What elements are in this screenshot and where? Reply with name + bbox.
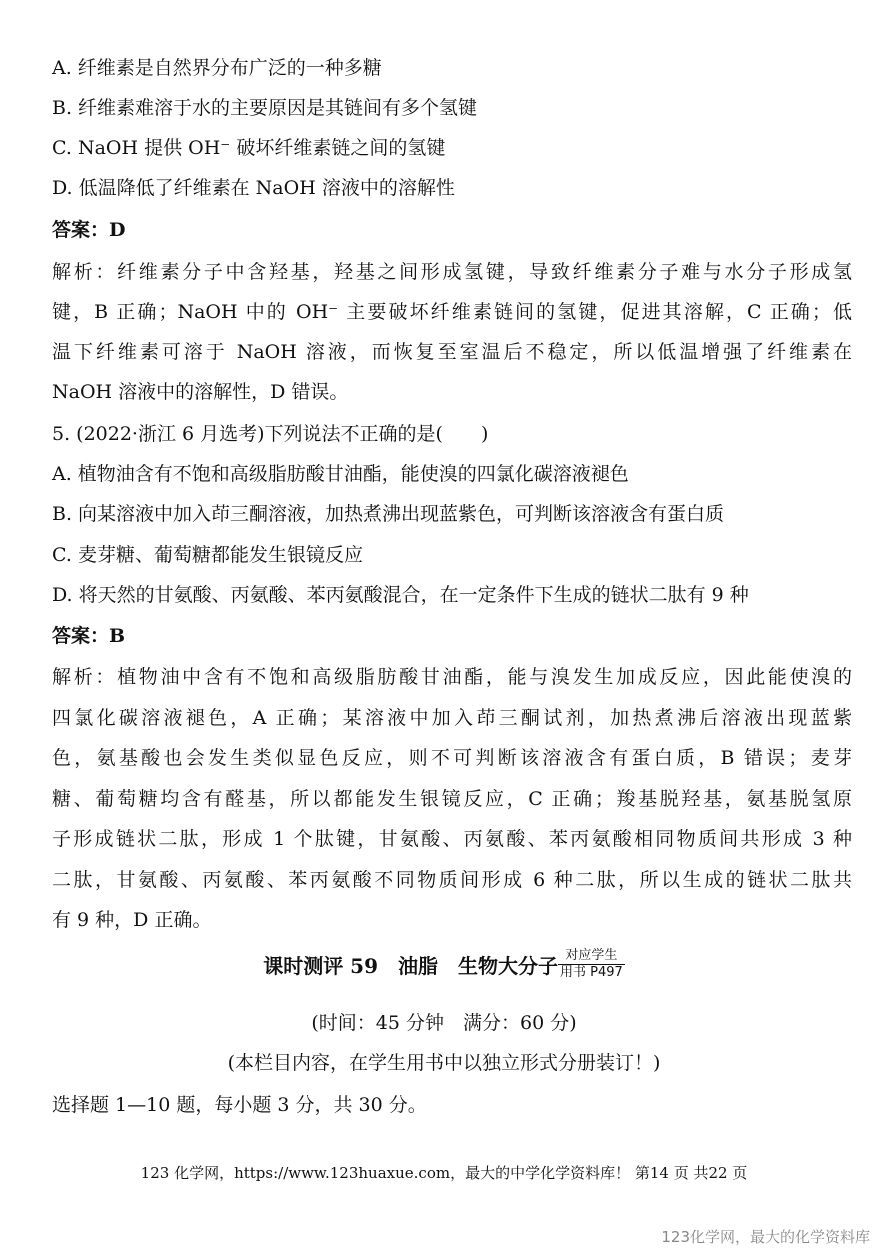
time-score-info: (时间：45 分钟 满分：60 分): [311, 1012, 577, 1034]
page-footer: 123 化学网，https://www.123huaxue.com，最大的中学化学资料库！ 第14 页 共22 页: [140, 1164, 748, 1182]
q4-analysis-line: 键，B 正确；NaOH 中的 OH⁻ 主要破坏纤维素链间的氢键，促进其溶解，C 正确；低: [52, 301, 852, 323]
q5-analysis-line: 糖、葡萄糖均含有醛基，所以都能发生银镜反应，C 正确；羧基脱羟基，氨基脱氢原: [52, 788, 852, 810]
q4-option-d: D. 低温降低了纤维素在 NaOH 溶液中的溶解性: [52, 177, 455, 199]
q5-stem: 5. (2022·浙江 6 月选考)下列说法不正确的是( ): [52, 423, 489, 445]
q4-option-c: C. NaOH 提供 OH⁻ 破坏纤维素链之间的氢键: [52, 137, 446, 159]
q4-option-b: B. 纤维素难溶于水的主要原因是其链间有多个氢键: [52, 97, 478, 119]
q5-option-c: C. 麦芽糖、葡萄糖都能发生银镜反应: [52, 544, 363, 566]
watermark: 123化学网，最大的化学资料库: [661, 1228, 870, 1246]
q4-analysis-line: 解析：纤维素分子中含羟基，羟基之间形成氢键，导致纤维素分子难与水分子形成氢: [52, 261, 852, 283]
section-instruction: 选择题 1—10 题，每小题 3 分，共 30 分。: [52, 1094, 427, 1116]
section-title-text: 课时测评 59 油脂 生物大分子: [263, 954, 558, 978]
q5-option-a: A. 植物油含有不饱和高级脂肪酸甘油酯，能使溴的四氯化碳溶液褪色: [52, 463, 629, 485]
section-title: [0, 948, 888, 994]
q5-answer: 答案：B: [52, 625, 126, 647]
q5-analysis-line: 解析：植物油中含有不饱和高级脂肪酸甘油酯，能与溴发生加成反应，因此能使溴的: [52, 666, 852, 688]
q4-analysis-line: NaOH 溶液中的溶解性，D 错误。: [52, 381, 349, 403]
q5-analysis-line: 有 9 种，D 正确。: [52, 909, 212, 931]
q5-analysis-line: 二肽，甘氨酸、丙氨酸、苯丙氨酸不同物质间形成 6 种二肽，所以生成的链状二肽共: [52, 869, 852, 891]
q5-analysis-line: 子形成链状二肽，形成 1 个肽键，甘氨酸、丙氨酸、苯丙氨酸相同物质间共形成 3 种: [52, 828, 852, 850]
q4-option-a: A. 纤维素是自然界分布广泛的一种多糖: [52, 57, 382, 79]
q4-analysis-line: 温下纤维素可溶于 NaOH 溶液，而恢复至室温后不稳定，所以低温增强了纤维素在: [52, 341, 852, 363]
q5-option-b: B. 向某溶液中加入茚三酮溶液，加热煮沸出现蓝紫色，可判断该溶液含有蛋白质: [52, 503, 725, 525]
q5-option-d: D. 将天然的甘氨酸、丙氨酸、苯丙氨酸混合，在一定条件下生成的链状二肽有 9 种: [52, 584, 749, 606]
ref-top: 对应学生: [558, 948, 625, 965]
binding-note: (本栏目内容，在学生用书中以独立形式分册装订！): [227, 1052, 661, 1074]
q4-answer: 答案：D: [52, 219, 126, 241]
ref-bottom: 用书 P497: [560, 965, 623, 980]
q5-analysis-line: 色，氨基酸也会发生类似显色反应，则不可判断该溶液含有蛋白质，B 错误；麦芽: [52, 747, 852, 769]
student-book-reference: [558, 948, 625, 981]
q5-analysis-line: 四氯化碳溶液褪色，A 正确；某溶液中加入茚三酮试剂，加热煮沸后溶液出现蓝紫: [52, 707, 852, 729]
